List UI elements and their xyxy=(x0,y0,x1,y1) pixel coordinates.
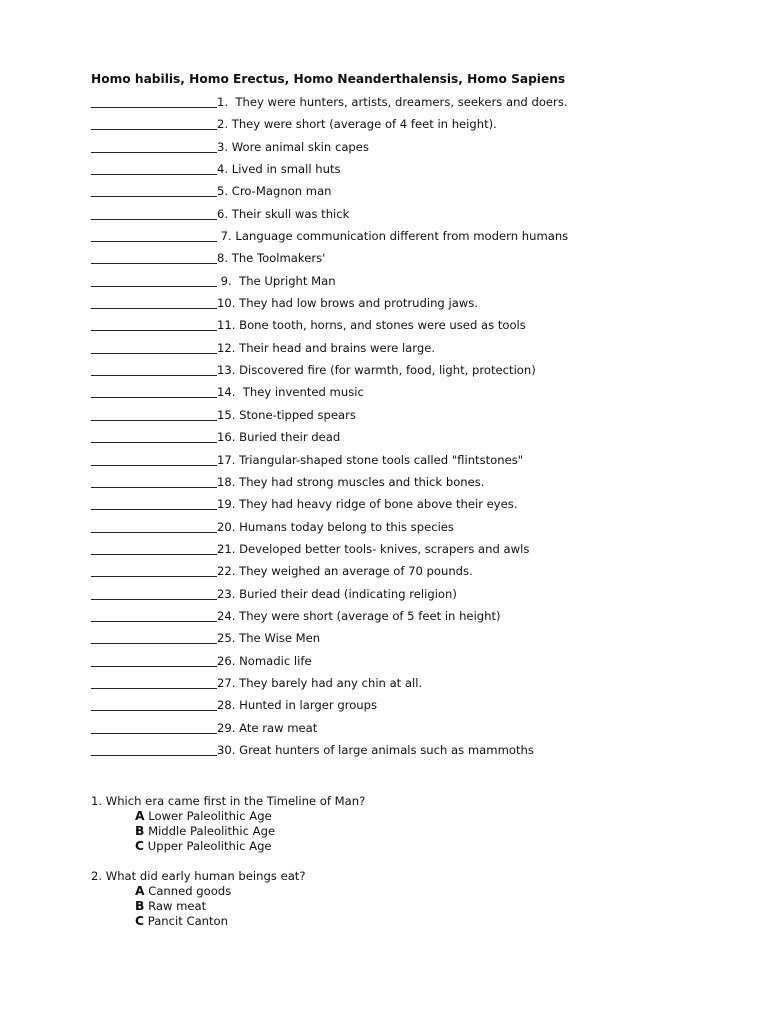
worksheet-item xyxy=(91,295,568,317)
answer-blank[interactable] xyxy=(91,273,217,287)
item-statement: 11. Bone tooth, horns, and stones were used as tools xyxy=(217,318,526,333)
answer-blank[interactable] xyxy=(91,519,217,533)
item-statement: 18. They had strong muscles and thick bones. xyxy=(217,474,485,489)
worksheet-item xyxy=(91,630,568,652)
choice-text: Pancit Canton xyxy=(147,914,229,928)
quiz-question xyxy=(91,794,365,854)
item-statement: 3. Wore animal skin capes xyxy=(217,139,369,154)
item-statement: 29. Ate raw meat xyxy=(217,720,318,735)
answer-blank[interactable] xyxy=(91,608,217,622)
item-statement: 9. The Upright Man xyxy=(217,273,336,288)
choice-letter: A xyxy=(135,809,145,823)
answer-blank[interactable] xyxy=(91,407,217,421)
item-statement: 21. Developed better tools- knives, scrapers and awls xyxy=(217,541,530,556)
worksheet-item xyxy=(91,139,568,161)
worksheet-item xyxy=(91,541,568,563)
choice-letter: B xyxy=(135,899,145,913)
answer-choice[interactable] xyxy=(135,839,365,854)
answer-blank[interactable] xyxy=(91,563,217,577)
answer-choice[interactable] xyxy=(135,824,365,839)
answer-blank[interactable] xyxy=(91,586,217,600)
answer-blank[interactable] xyxy=(91,675,217,689)
answer-choice[interactable] xyxy=(135,899,365,914)
answer-blank[interactable] xyxy=(91,496,217,510)
item-statement: 23. Buried their dead (indicating religion) xyxy=(217,586,457,601)
choice-letter: C xyxy=(135,839,145,853)
worksheet-item xyxy=(91,675,568,697)
worksheet-item xyxy=(91,519,568,541)
item-statement: 20. Humans today belong to this species xyxy=(217,519,454,534)
worksheet-item xyxy=(91,183,568,205)
choice-text: Canned goods xyxy=(148,884,232,898)
answer-blank[interactable] xyxy=(91,340,217,354)
choice-text: Lower Paleolithic Age xyxy=(148,809,272,823)
item-statement: 22. They weighed an average of 70 pounds. xyxy=(217,564,473,579)
worksheet-item xyxy=(91,317,568,339)
worksheet-item xyxy=(91,452,568,474)
item-statement: 28. Hunted in larger groups xyxy=(217,698,378,713)
worksheet-title: Homo habilis, Homo Erectus, Homo Neanderthalensis, Homo Sapiens xyxy=(91,72,566,86)
answer-blank[interactable] xyxy=(91,295,217,309)
answer-blank[interactable] xyxy=(91,139,217,153)
answer-blank[interactable] xyxy=(91,630,217,644)
worksheet-item xyxy=(91,563,568,585)
item-statement: 30. Great hunters of large animals such as mammoths xyxy=(217,742,534,757)
answer-blank[interactable] xyxy=(91,228,217,242)
item-statement: 25. The Wise Men xyxy=(217,631,321,646)
item-statement: 14. They invented music xyxy=(217,385,364,400)
answer-choice[interactable] xyxy=(135,884,365,899)
worksheet-item xyxy=(91,206,568,228)
item-statement: 15. Stone-tipped spears xyxy=(217,407,356,422)
answer-blank[interactable] xyxy=(91,250,217,264)
answer-blank[interactable] xyxy=(91,720,217,734)
worksheet-item xyxy=(91,94,568,116)
worksheet-item xyxy=(91,407,568,429)
worksheet-item xyxy=(91,720,568,742)
worksheet-item xyxy=(91,340,568,362)
choice-text: Middle Paleolithic Age xyxy=(148,824,276,838)
answer-blank[interactable] xyxy=(91,161,217,175)
answer-blank[interactable] xyxy=(91,206,217,220)
worksheet-item xyxy=(91,742,568,764)
item-statement: 10. They had low brows and protruding jaws. xyxy=(217,296,479,311)
item-statement: 8. The Toolmakers' xyxy=(217,251,326,266)
answer-blank[interactable] xyxy=(91,94,217,108)
answer-blank[interactable] xyxy=(91,429,217,443)
item-statement: 5. Cro-Magnon man xyxy=(217,184,332,199)
answer-blank[interactable] xyxy=(91,183,217,197)
worksheet-item xyxy=(91,496,568,518)
choice-letter: A xyxy=(135,884,145,898)
answer-choice[interactable] xyxy=(135,914,365,929)
choice-text: Raw meat xyxy=(148,899,207,913)
worksheet-item xyxy=(91,384,568,406)
worksheet-item xyxy=(91,161,568,183)
item-statement: 17. Triangular-shaped stone tools called "flintstones" xyxy=(217,452,524,467)
worksheet-item xyxy=(91,586,568,608)
item-statement: 4. Lived in small huts xyxy=(217,162,341,177)
item-statement: 27. They barely had any chin at all. xyxy=(217,675,423,690)
worksheet-item xyxy=(91,474,568,496)
item-statement: 12. Their head and brains were large. xyxy=(217,340,436,355)
matching-items-list xyxy=(91,94,568,764)
item-statement: 13. Discovered fire (for warmth, food, light, protection) xyxy=(217,363,536,378)
answer-blank[interactable] xyxy=(91,474,217,488)
answer-blank[interactable] xyxy=(91,362,217,376)
answer-blank[interactable] xyxy=(91,452,217,466)
answer-choice[interactable] xyxy=(135,809,365,824)
question-text: 2. What did early human beings eat? xyxy=(91,869,306,883)
answer-blank[interactable] xyxy=(91,317,217,331)
worksheet-item xyxy=(91,653,568,675)
worksheet-item xyxy=(91,250,568,272)
item-statement: 6. Their skull was thick xyxy=(217,206,350,221)
answer-blank[interactable] xyxy=(91,116,217,130)
item-statement: 26. Nomadic life xyxy=(217,653,312,668)
choice-letter: C xyxy=(135,914,145,928)
choice-letter: B xyxy=(135,824,145,838)
item-statement: 19. They had heavy ridge of bone above their eyes. xyxy=(217,497,518,512)
worksheet-item xyxy=(91,116,568,138)
question-text: 1. Which era came first in the Timeline of Man? xyxy=(91,794,366,808)
item-statement: 16. Buried their dead xyxy=(217,430,341,445)
item-statement: 1. They were hunters, artists, dreamers, seekers and doers. xyxy=(217,95,568,109)
answer-blank[interactable] xyxy=(91,541,217,555)
answer-blank[interactable] xyxy=(91,384,217,398)
worksheet-item xyxy=(91,608,568,630)
answer-blank[interactable] xyxy=(91,653,217,667)
item-statement: 24. They were short (average of 5 feet in height) xyxy=(217,608,501,623)
worksheet-item xyxy=(91,273,568,295)
worksheet-item xyxy=(91,697,568,719)
answer-blank[interactable] xyxy=(91,697,217,711)
worksheet-item xyxy=(91,429,568,451)
worksheet-item xyxy=(91,362,568,384)
multiple-choice-section xyxy=(91,794,365,944)
answer-blank[interactable] xyxy=(91,742,217,756)
item-statement: 2. They were short (average of 4 feet in height). xyxy=(217,117,497,132)
worksheet-item xyxy=(91,228,568,250)
quiz-question xyxy=(91,869,365,929)
item-statement: 7. Language communication different from modern humans xyxy=(217,229,569,244)
choice-text: Upper Paleolithic Age xyxy=(147,839,272,853)
